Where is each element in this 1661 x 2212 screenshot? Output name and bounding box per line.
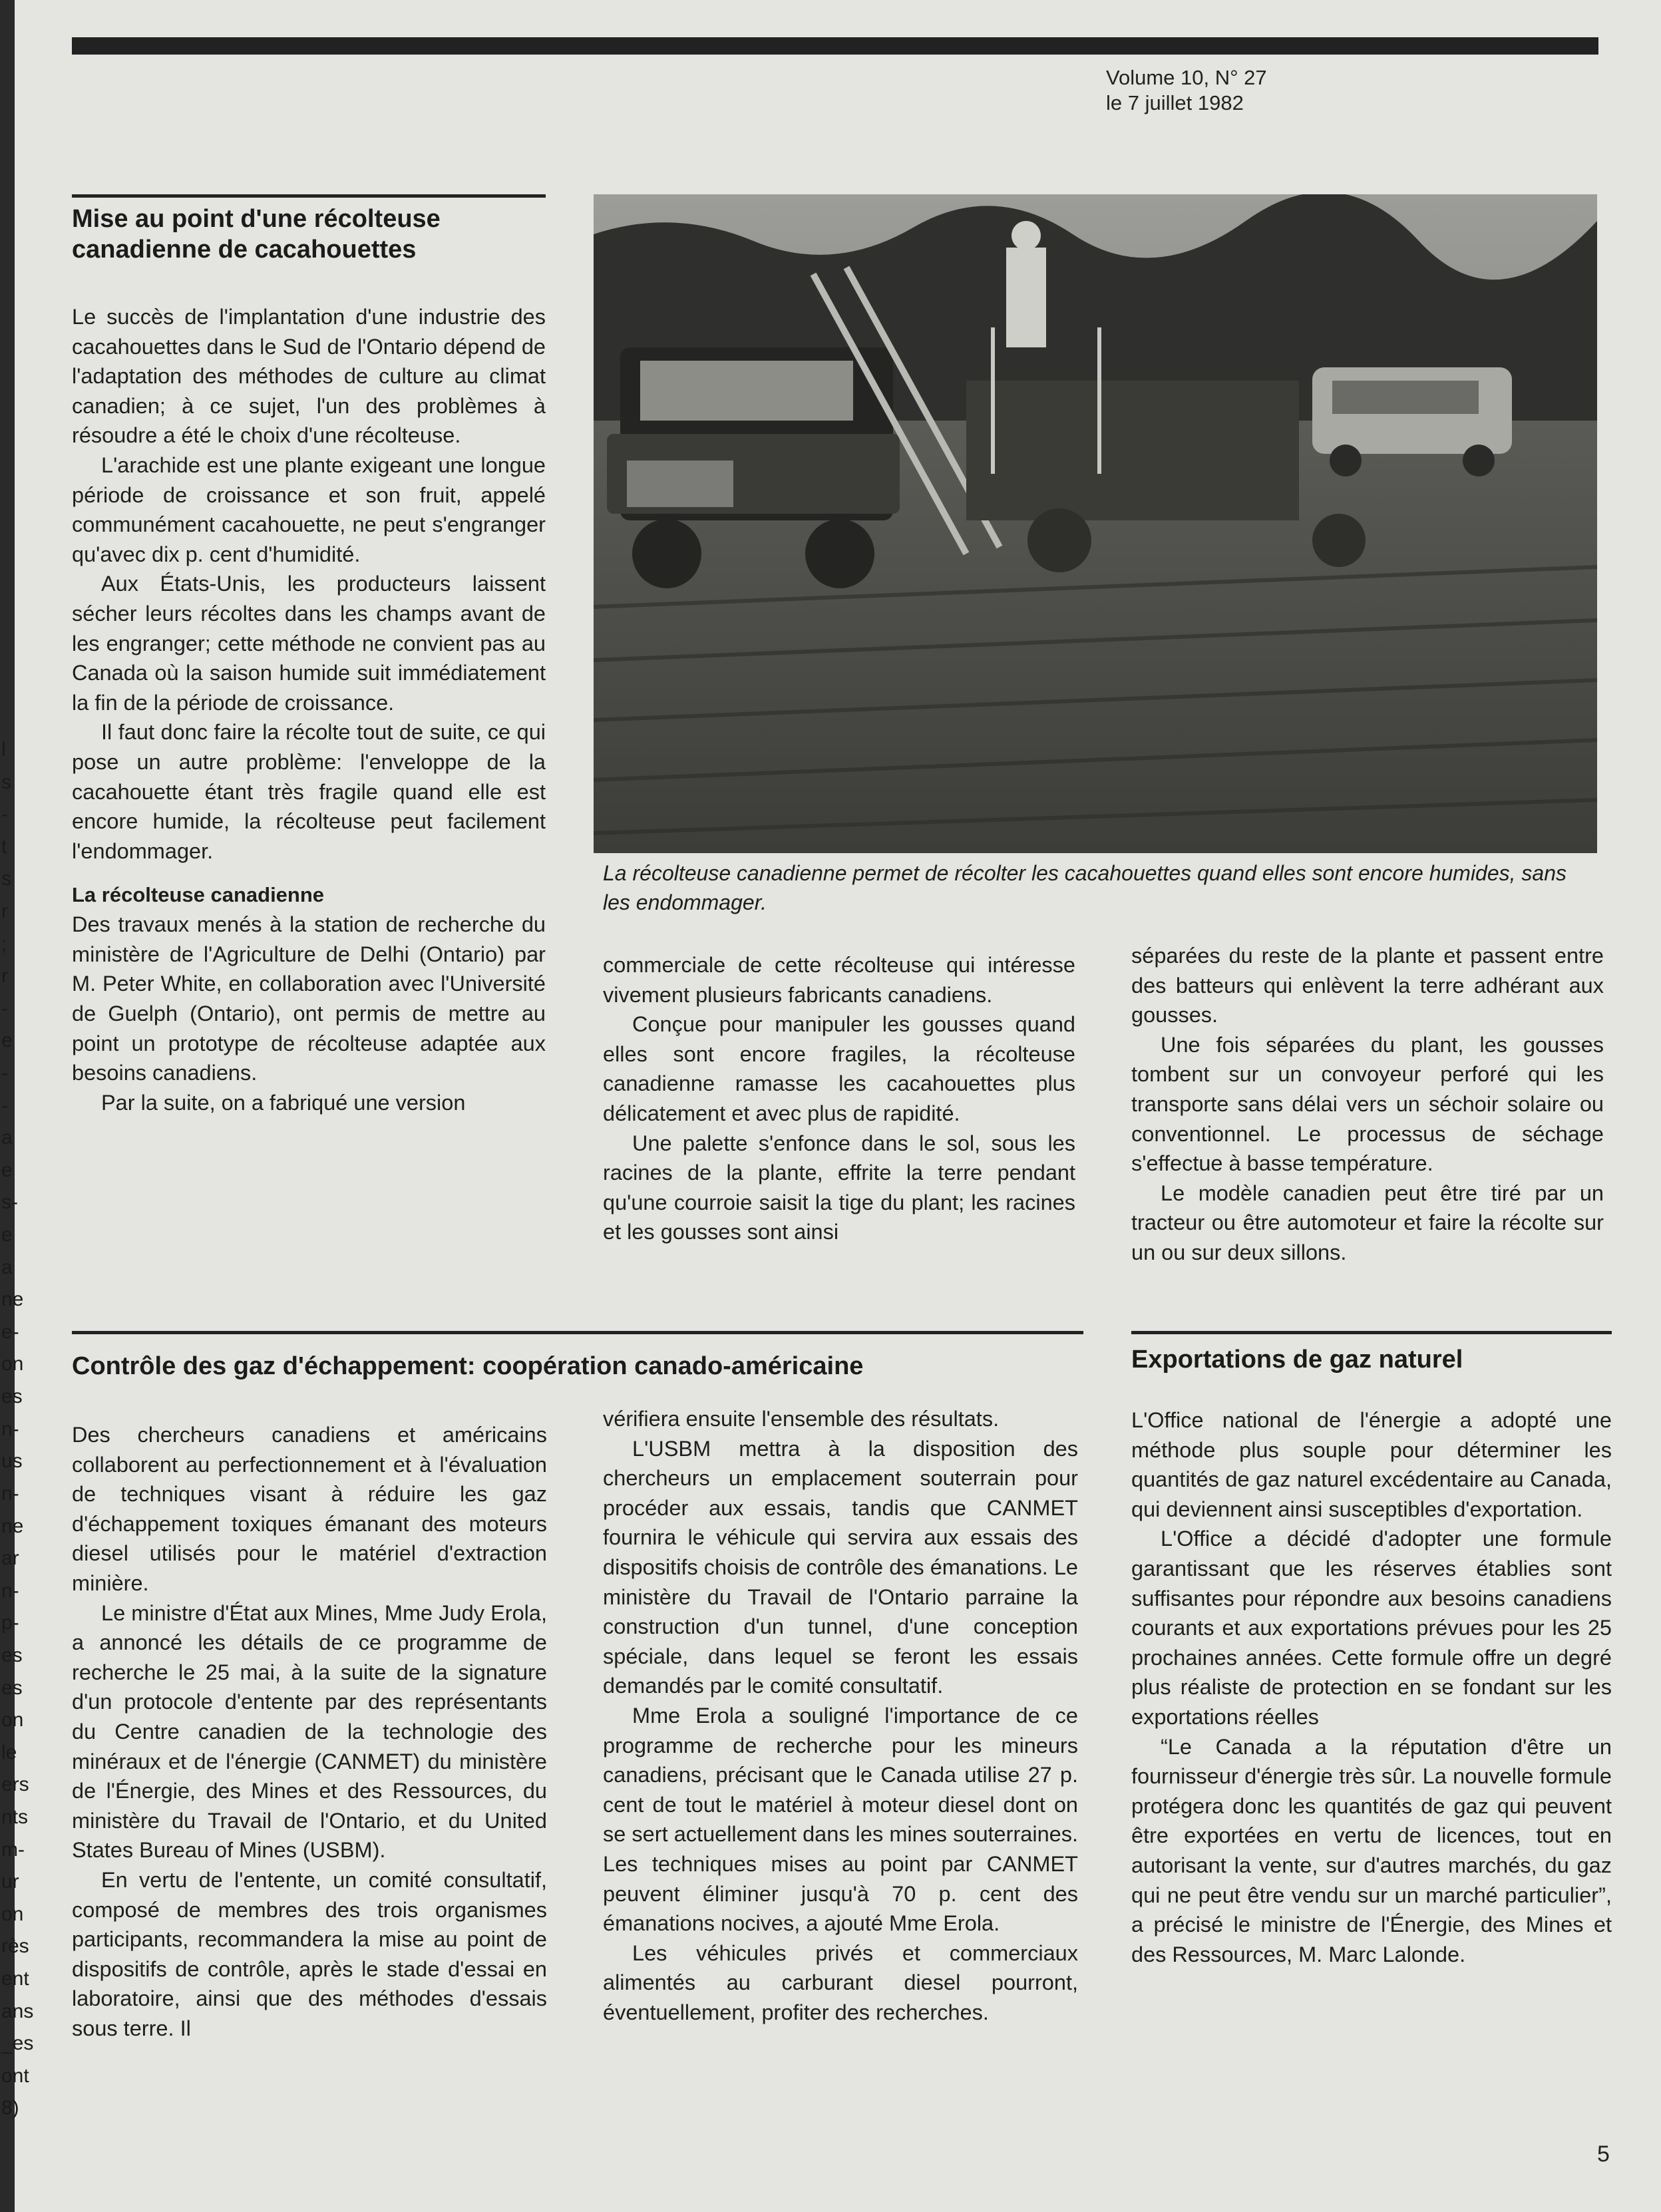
- spine-fragment: e: [1, 1224, 13, 1246]
- article3-headline: Exportations de gaz naturel: [1131, 1346, 1463, 1374]
- article1-column-1: [72, 302, 546, 1117]
- spine-fragment: us: [1, 1450, 23, 1473]
- paragraph: Une fois séparées du plant, les gousses tombent sur un convoyeur perforé qui les transporte sans délai vers un séchoir solaire ou conventionnel. Le processus de séchage s'effectue à basse température.: [1131, 1032, 1604, 1176]
- article1-rule: [72, 194, 546, 198]
- spine-fragment: ont: [1, 2064, 29, 2087]
- paragraph: Aux États-Unis, les producteurs laissent sécher leurs récoltes dans les champs avant de les engranger; cette méthode ne convient pas au Canada où la saison humide suit immédiatement la fin de la période de croissance.: [72, 572, 546, 715]
- subheading: La récolteuse canadienne: [72, 883, 325, 907]
- paragraph: Le modèle canadien peut être tiré par un tracteur ou être automoteur et faire la récolte sur un ou sur deux sillons.: [1131, 1181, 1604, 1264]
- spine-fragment: -: [1, 1062, 8, 1085]
- spine-fragment: es: [1, 1644, 23, 1666]
- spine-fragment: a: [1, 1127, 13, 1149]
- spine-fragment: on: [1, 1903, 24, 1925]
- spine-fragment: p-: [1, 1612, 19, 1634]
- page-number: 5: [1597, 2141, 1610, 2167]
- spine-fragment: on: [1, 1709, 24, 1732]
- spine-fragment: on: [1, 1353, 24, 1376]
- spine-fragment: nts: [1, 1805, 29, 1828]
- paragraph: séparées du reste de la plante et passent entre des batteurs qui enlèvent la terre adhérant aux gousses.: [1131, 944, 1604, 1027]
- article2-rule: [72, 1331, 1083, 1334]
- paragraph: Des travaux menés à la station de recherche du ministère de l'Agriculture de Delhi (Ontario) par M. Peter White, en collaboration avec l'Université de Guelph (Ontario), ont permis de mettre au point un prototype de récolteuse adaptée aux besoins canadiens.: [72, 912, 546, 1085]
- top-rule: [72, 37, 1598, 55]
- article2-headline: Contrôle des gaz d'échappement: coopération canado-américaine: [72, 1352, 864, 1380]
- spine-fragment: s-: [1, 1191, 18, 1214]
- spine-fragment: e: [1, 1159, 13, 1181]
- spine-fragment: e-: [1, 1320, 19, 1343]
- spine-fragment: a: [1, 1256, 13, 1278]
- paragraph: Le ministre d'État aux Mines, Mme Judy Erola, a annoncé les détails de ce programme de recherche le 25 mai, à la suite de la signature d'un protocole d'entente par des représentants du Centre canadien de la technologie des minéraux et de l'énergie (CANMET) du ministère de l'Énergie, des Mines et des Ressources, du ministère du Travail de l'Ontario, et du United States Bureau of Mines (USBM).: [72, 1600, 547, 1863]
- issue-info: [1106, 65, 1267, 116]
- spine-fragment: ne: [1, 1288, 24, 1311]
- photo-caption: La récolteuse canadienne permet de récolter les cacahouettes quand elles sont encore humides, sans les endommager.: [603, 861, 1567, 914]
- paragraph: L'USBM mettra à la disposition des chercheurs un emplacement souterrain pour procéder aux essais, tandis que CANMET fournira le véhicule qui servira aux essais des dispositifs choisis de contrôle des émanations. Le ministère du Travail de l'Ontario parraine la construction d'un tunnel, d'une conception spéciale, dans lequel se feront les essais demandés par le comité consultatif.: [603, 1436, 1078, 1698]
- paragraph: Conçue pour manipuler les gousses quand elles sont encore fragiles, la récolteuse canadienne ramasse les cacahouettes plus délicatement et avec plus de rapidité.: [603, 1012, 1075, 1125]
- spine-fragment: _es: [1, 2032, 34, 2055]
- spine-fragment: s: [1, 771, 11, 793]
- spine-fragment: n-: [1, 1417, 19, 1440]
- spine-fragment: rès: [1, 1935, 29, 1958]
- article1-headline: Mise au point d'une récolteuse canadienne de cacahouettes: [72, 205, 441, 264]
- paragraph: Une palette s'enfonce dans le sol, sous les racines de la plante, effrite la terre pendant qu'une courroie saisit la tige du plant; les racines et les gousses sont ainsi: [603, 1131, 1075, 1244]
- paragraph: “Le Canada a la réputation d'être un fournisseur d'énergie très sûr. La nouvelle formule protégera donc les quantités de gaz qui peuvent être exportées en vertu de licences, tout en autorisant la vente, sur d'autres marchés, du gaz qui ne peut être vendu sur un marché particulier”, a précisé le ministre de l'Énergie, des Mines et des Ressources, M. Marc Lalonde.: [1131, 1734, 1612, 1966]
- article2-column-2: [603, 1404, 1078, 2027]
- spine-fragment: ar: [1, 1547, 19, 1570]
- article2-column-1: [72, 1420, 547, 2043]
- article3-rule: [1131, 1331, 1612, 1334]
- article1-column-3: [1131, 941, 1604, 1268]
- spine-fragment: es: [1, 1676, 23, 1699]
- spine-fragment: n-: [1, 1482, 19, 1505]
- magazine-page: [15, 0, 1661, 2212]
- paragraph: En vertu de l'entente, un comité consultatif, composé de membres des trois organismes participants, recommandera la mise au point de dispositifs de contrôle, après le stade d'essai en laboratoire, ainsi que des méthodes d'essais sous terre. Il: [72, 1867, 547, 2040]
- paragraph: Par la suite, on a fabriqué une version: [101, 1090, 466, 1115]
- spine-fragment: -: [1, 803, 8, 826]
- paragraph: Les véhicules privés et commerciaux alimentés au carburant diesel pourront, éventuellement, profiter des recherches.: [603, 1940, 1078, 2024]
- spine-fragment: ur: [1, 1871, 19, 1893]
- paragraph: vérifiera ensuite l'ensemble des résultats.: [603, 1407, 1000, 1431]
- adjacent-page-text-fragments: [1, 0, 34, 2212]
- spine-fragment: 8): [1, 2097, 19, 2120]
- spine-fragment: ers: [1, 1773, 29, 1796]
- spine-fragment: ne: [1, 1515, 24, 1537]
- spine-fragment: le: [1, 1741, 17, 1763]
- spine-fragment: s: [1, 868, 11, 890]
- harvester-photo: [594, 194, 1597, 853]
- spine-fragment: e: [1, 1029, 13, 1052]
- paragraph: L'arachide est une plante exigeant une longue période de croissance et son fruit, appelé communément cacahouette, ne peut s'engranger qu'avec dix p. cent d'humidité.: [72, 453, 546, 566]
- spine-fragment: ent: [1, 1967, 29, 1990]
- spine-fragment: m-: [1, 1838, 25, 1861]
- paragraph: Il faut donc faire la récolte tout de suite, ce qui pose un autre problème: l'enveloppe de la cacahouette étant très fragile quand elle est encore humide, la récolteuse peut facilement l'endommager.: [72, 720, 546, 863]
- paragraph: Mme Erola a souligné l'importance de ce programme de recherche pour les mineurs canadiens, précisant que le Canada utilise 27 p. cent de tout le matériel à moteur diesel dont on se sert actuellement dans les mines souterraines. Les techniques mises au point par CANMET peuvent éliminer jusqu'à 70 p. cent des émanations nocives, a ajouté Mme Erola.: [603, 1703, 1078, 1936]
- article3-column: [1131, 1405, 1612, 1969]
- spine-fragment: ans: [1, 2000, 34, 2022]
- paragraph: L'Office a décidé d'adopter une formule garantissant que les réserves établies sont suffisantes pour répondre aux besoins canadiens courants et aux exportations prévues pour les 25 prochaines années. Cette formule offre un degré plus réaliste de protection en se fondant sur les exportations réelles: [1131, 1527, 1612, 1729]
- spine-fragment: r: [1, 900, 8, 923]
- spine-fragment: r: [1, 965, 8, 988]
- paragraph: Des chercheurs canadiens et américains collaborent au perfectionnement et à l'évaluation de techniques visant à réduire les gaz d'échappement toxiques émanant des moteurs diesel utilisés pour le matériel d'extraction minière.: [72, 1423, 547, 1595]
- paragraph: L'Office national de l'énergie a adopté une méthode plus souple pour déterminer les quantités de gaz naturel excédentaire au Canada, qui deviennent ainsi susceptibles d'exportation.: [1131, 1408, 1612, 1521]
- spine-fragment: t: [1, 835, 7, 858]
- spine-fragment: -: [1, 1094, 8, 1117]
- spine-fragment: l: [1, 739, 6, 761]
- volume-number: Volume 10, N° 27: [1106, 66, 1267, 89]
- spine-fragment: ;: [1, 932, 7, 955]
- paragraph: Le succès de l'implantation d'une industrie des cacahouettes dans le Sud de l'Ontario dépend de l'adaptation des méthodes de culture au climat canadien; à ce sujet, l'un des problèmes à résoudre a été le choix d'une récolteuse.: [72, 305, 546, 448]
- issue-date: le 7 juillet 1982: [1106, 91, 1244, 114]
- spine-fragment: n-: [1, 1579, 19, 1602]
- article1-column-2: [603, 950, 1075, 1247]
- spine-fragment: -: [1, 997, 8, 1019]
- harvester-photo-illustration: [594, 194, 1597, 853]
- paragraph: commerciale de cette récolteuse qui intéresse vivement plusieurs fabricants canadiens.: [603, 953, 1075, 1007]
- spine-fragment: es: [1, 1385, 23, 1408]
